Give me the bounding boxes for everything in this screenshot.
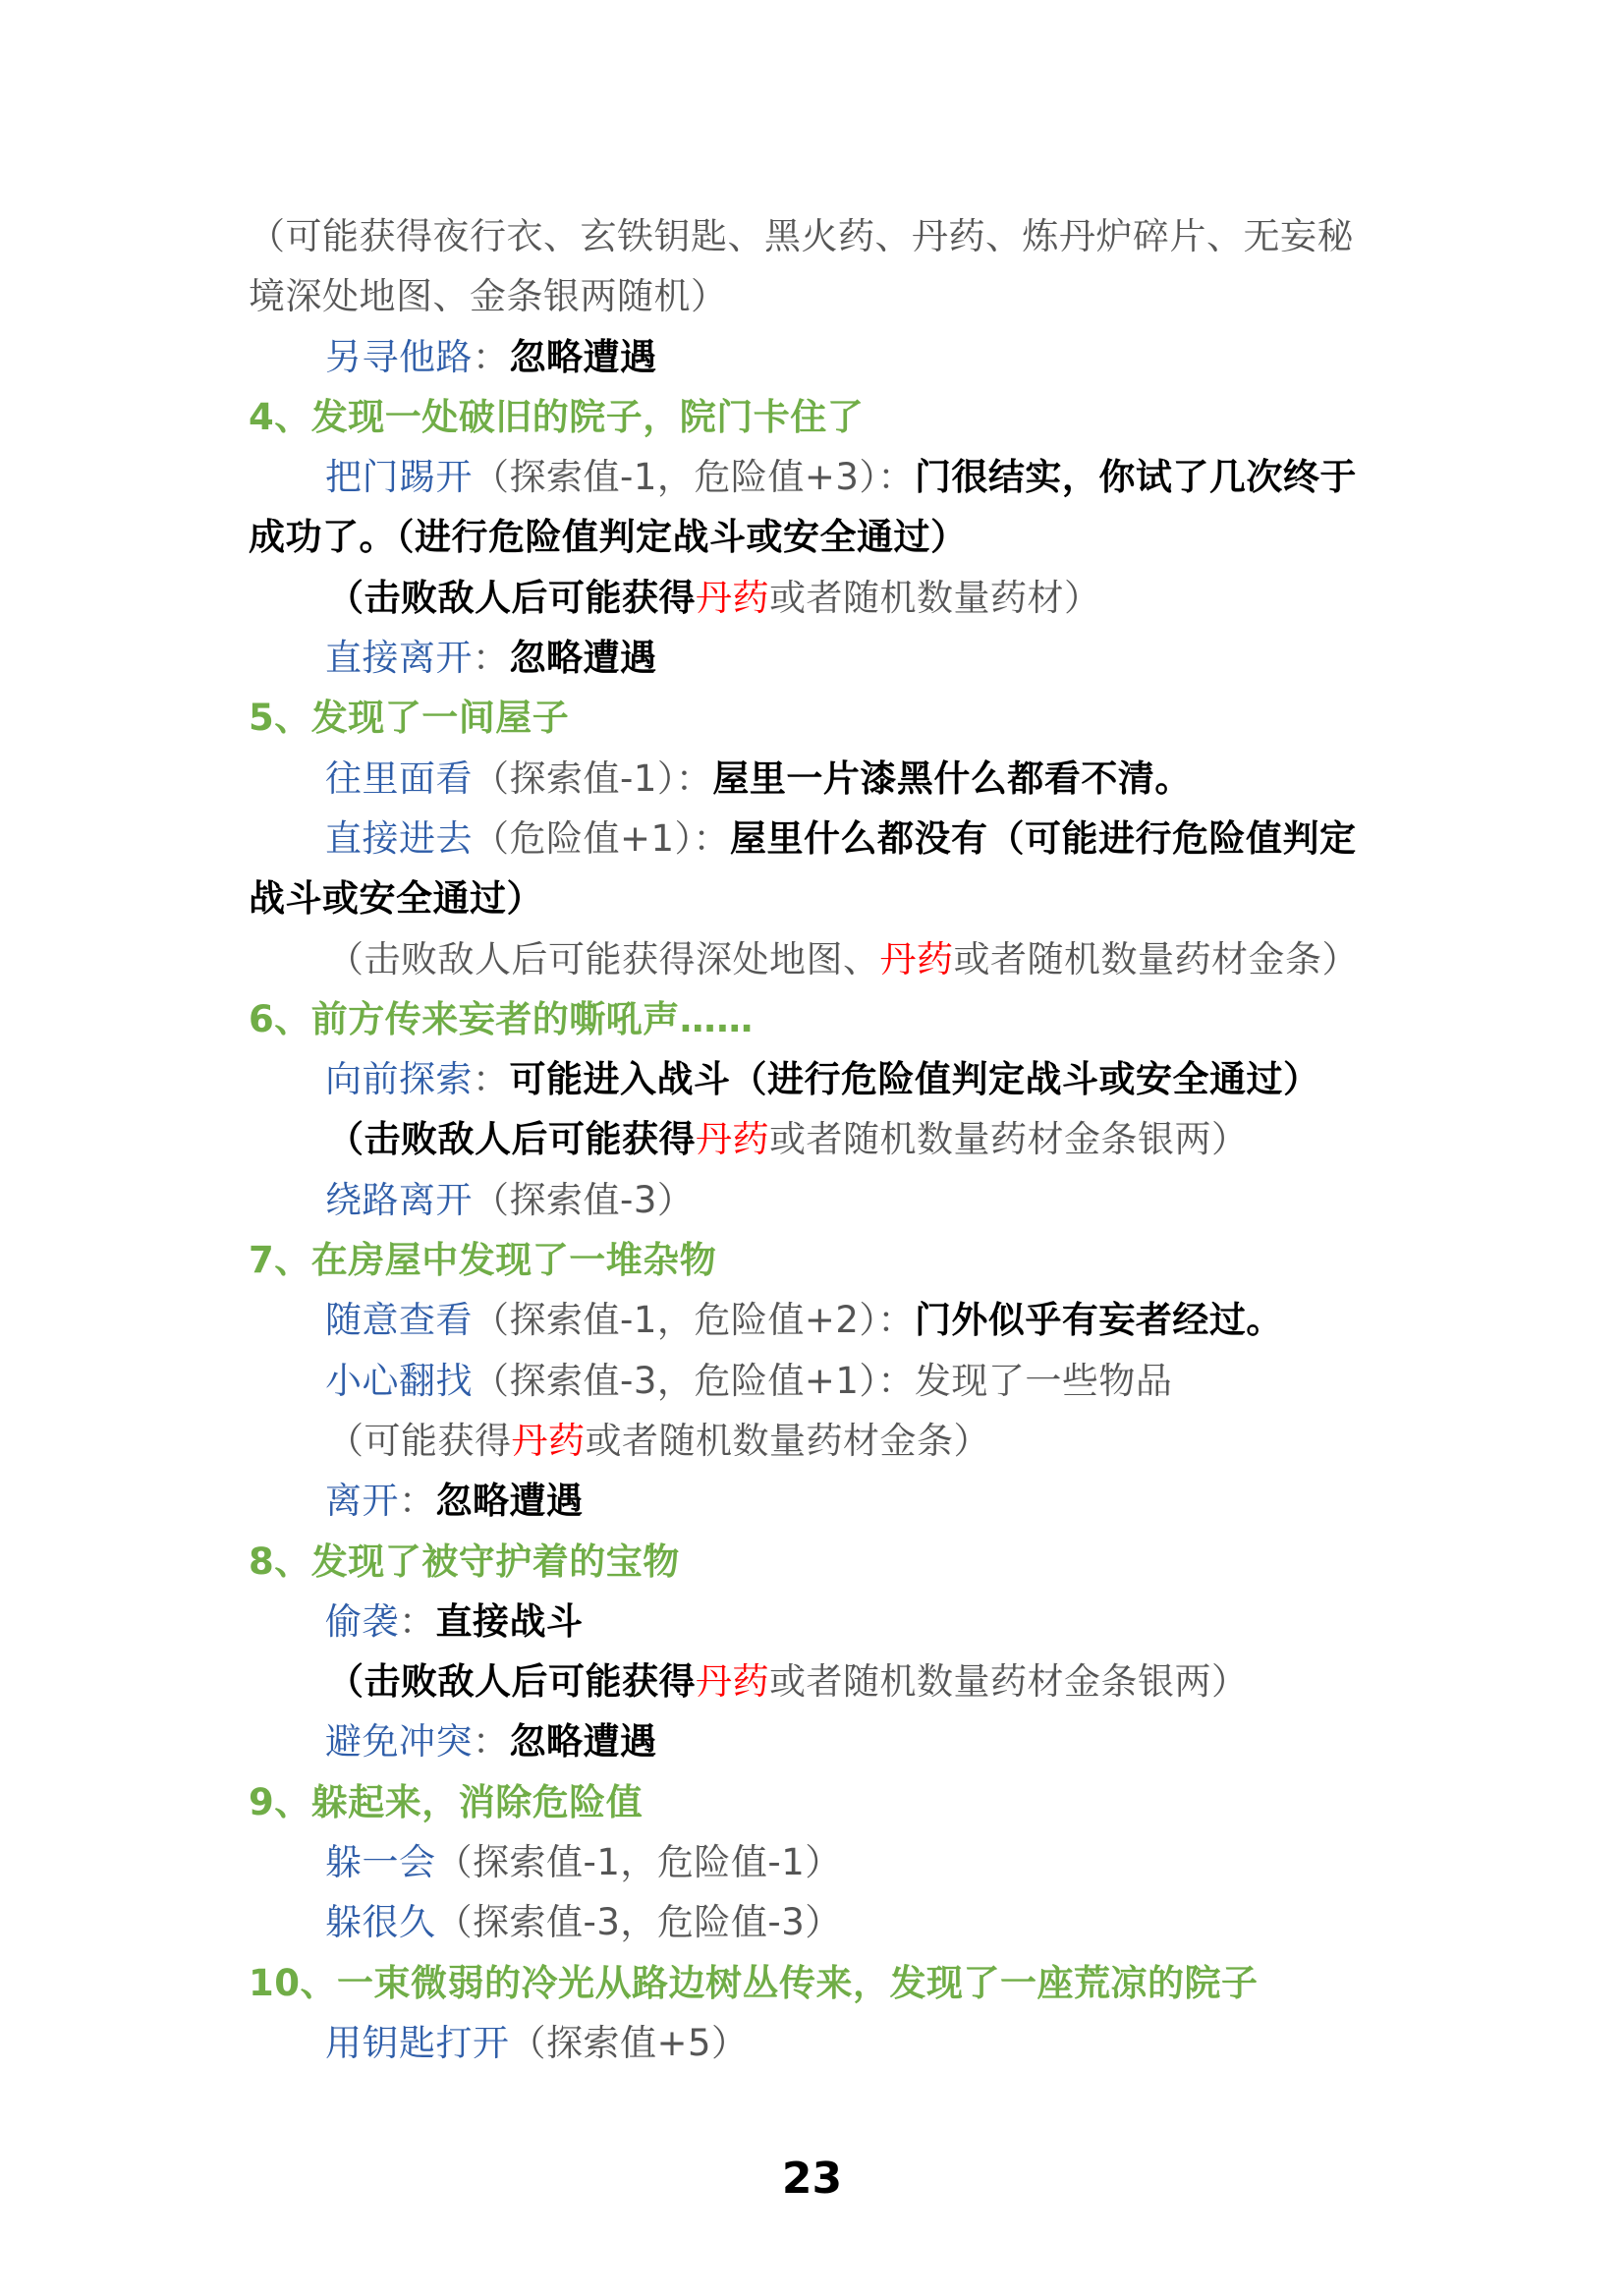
detail-text: 或者随机数量药材金条）	[953, 937, 1359, 980]
detail-text: （可能获得夜行衣、玄铁钥匙、黑火药、丹药、炼丹炉碎片、无妄秘	[249, 215, 1354, 257]
text-line	[249, 1832, 1388, 1892]
detail-text: （探索值-3，危险值+1）：发现了一些物品	[473, 1359, 1173, 1402]
detail-text: （探索值+5）	[509, 2021, 749, 2064]
option-label: 离开	[325, 1480, 399, 1523]
heading-text: 10、一束微弱的冷光从路边树丛传来，发现了一座荒凉的院子	[249, 1961, 1259, 2004]
option-label: 避免冲突	[325, 1720, 473, 1764]
detail-text: 或者随机数量药材金条银两）	[769, 1118, 1249, 1161]
text-line	[249, 447, 1388, 507]
result-text: 忽略遭遇	[509, 335, 657, 378]
text-line	[249, 1711, 1388, 1771]
detail-text: 境深处地图、金条银两随机）	[249, 275, 728, 318]
text-line	[249, 809, 1388, 868]
result-text: （击败敌人后可能获得	[327, 576, 696, 619]
result-text: 忽略遭遇	[509, 637, 657, 680]
result-text: 成功了。（进行危险值判定战斗或安全通过）	[249, 516, 968, 559]
detail-text: （危险值+1）：	[473, 816, 731, 860]
heading-text: 7、在房屋中发现了一堆杂物	[249, 1239, 717, 1282]
detail-text: 或者随机数量药材金条）	[585, 1419, 990, 1462]
text-line	[249, 1592, 1388, 1652]
option-label: 随意查看	[325, 1299, 473, 1342]
option-label: 偷袭	[325, 1599, 399, 1643]
detail-text: （探索值-3，危险值-3）	[435, 1901, 842, 1944]
option-label: 往里面看	[325, 756, 473, 800]
highlight-item: 丹药	[696, 1118, 769, 1161]
page-number: 23	[781, 2154, 843, 2204]
detail-text: ：	[473, 637, 510, 680]
text-line	[249, 868, 1388, 928]
section-heading	[249, 1953, 1388, 2013]
section-heading	[249, 1230, 1388, 1290]
heading-text: 6、前方传来妄者的嘶吼声……	[249, 997, 754, 1040]
detail-text: ：	[473, 335, 510, 378]
section-heading	[249, 1532, 1388, 1592]
text-line	[249, 1351, 1388, 1411]
document-body	[249, 206, 1388, 2073]
detail-text: （可能获得	[327, 1419, 512, 1462]
option-label: 用钥匙打开	[325, 2021, 510, 2064]
text-line	[249, 266, 1388, 326]
section-heading	[249, 1772, 1388, 1832]
text-line	[249, 1471, 1388, 1531]
result-text: 屋里一片漆黑什么都看不清。	[712, 756, 1192, 800]
text-line	[249, 507, 1388, 567]
section-heading	[249, 989, 1388, 1049]
result-text: 门很结实，你试了几次终于	[914, 456, 1357, 499]
result-text: 忽略遭遇	[435, 1480, 584, 1523]
section-heading	[249, 387, 1388, 447]
option-label: 向前探索	[325, 1058, 473, 1101]
text-line	[249, 1170, 1388, 1230]
detail-text: 或者随机数量药材）	[769, 576, 1101, 619]
option-label: 躲一会	[325, 1841, 436, 1884]
result-text: 门外似乎有妄者经过。	[914, 1299, 1283, 1342]
detail-text: （探索值-3）	[473, 1178, 695, 1221]
option-label: 小心翻找	[325, 1359, 473, 1402]
text-line	[249, 1411, 1388, 1471]
heading-text: 8、发现了被守护着的宝物	[249, 1540, 680, 1583]
result-text: 屋里什么都没有（可能进行危险值判定	[730, 816, 1357, 860]
highlight-item: 丹药	[696, 576, 769, 619]
text-line	[249, 1290, 1388, 1350]
heading-text: 4、发现一处破旧的院子，院门卡住了	[249, 395, 865, 438]
text-line	[249, 749, 1388, 809]
detail-text: ：	[399, 1480, 436, 1523]
detail-text: ：	[473, 1720, 510, 1764]
heading-text: 5、发现了一间屋子	[249, 697, 570, 740]
text-line	[249, 568, 1388, 628]
result-text: 忽略遭遇	[509, 1720, 657, 1764]
result-text: （击败敌人后可能获得	[327, 1660, 696, 1704]
heading-text: 9、躲起来，消除危险值	[249, 1780, 644, 1823]
result-text: （击败敌人后可能获得	[327, 1118, 696, 1161]
text-line	[249, 1892, 1388, 1952]
option-label: 把门踢开	[325, 456, 473, 499]
detail-text: （探索值-1，危险值-1）	[435, 1841, 842, 1884]
option-label: 直接离开	[325, 637, 473, 680]
detail-text: （探索值-1）：	[473, 756, 713, 800]
detail-text: （击败敌人后可能获得深处地图、	[327, 937, 880, 980]
detail-text: （探索值-1，危险值+2）：	[473, 1299, 915, 1342]
option-label: 绕路离开	[325, 1178, 473, 1221]
text-line	[249, 1109, 1388, 1169]
text-line	[249, 2013, 1388, 2073]
option-label: 另寻他路	[325, 335, 473, 378]
text-line	[249, 206, 1388, 266]
result-text: 直接战斗	[435, 1599, 584, 1643]
text-line	[249, 929, 1388, 989]
text-line	[249, 1652, 1388, 1711]
result-text: 可能进入战斗（进行危险值判定战斗或安全通过）	[509, 1058, 1320, 1101]
option-label: 躲很久	[325, 1901, 436, 1944]
text-line	[249, 1049, 1388, 1109]
detail-text: （探索值-1，危险值+3）：	[473, 456, 915, 499]
detail-text: 或者随机数量药材金条银两）	[769, 1660, 1249, 1704]
result-text: 战斗或安全通过）	[249, 877, 543, 921]
section-heading	[249, 688, 1388, 748]
highlight-item: 丹药	[696, 1660, 769, 1704]
text-line	[249, 327, 1388, 387]
text-line	[249, 628, 1388, 688]
option-label: 直接进去	[325, 816, 473, 860]
highlight-item: 丹药	[879, 937, 954, 980]
detail-text: ：	[399, 1599, 436, 1643]
detail-text: ：	[473, 1058, 510, 1101]
highlight-item: 丹药	[511, 1419, 586, 1462]
